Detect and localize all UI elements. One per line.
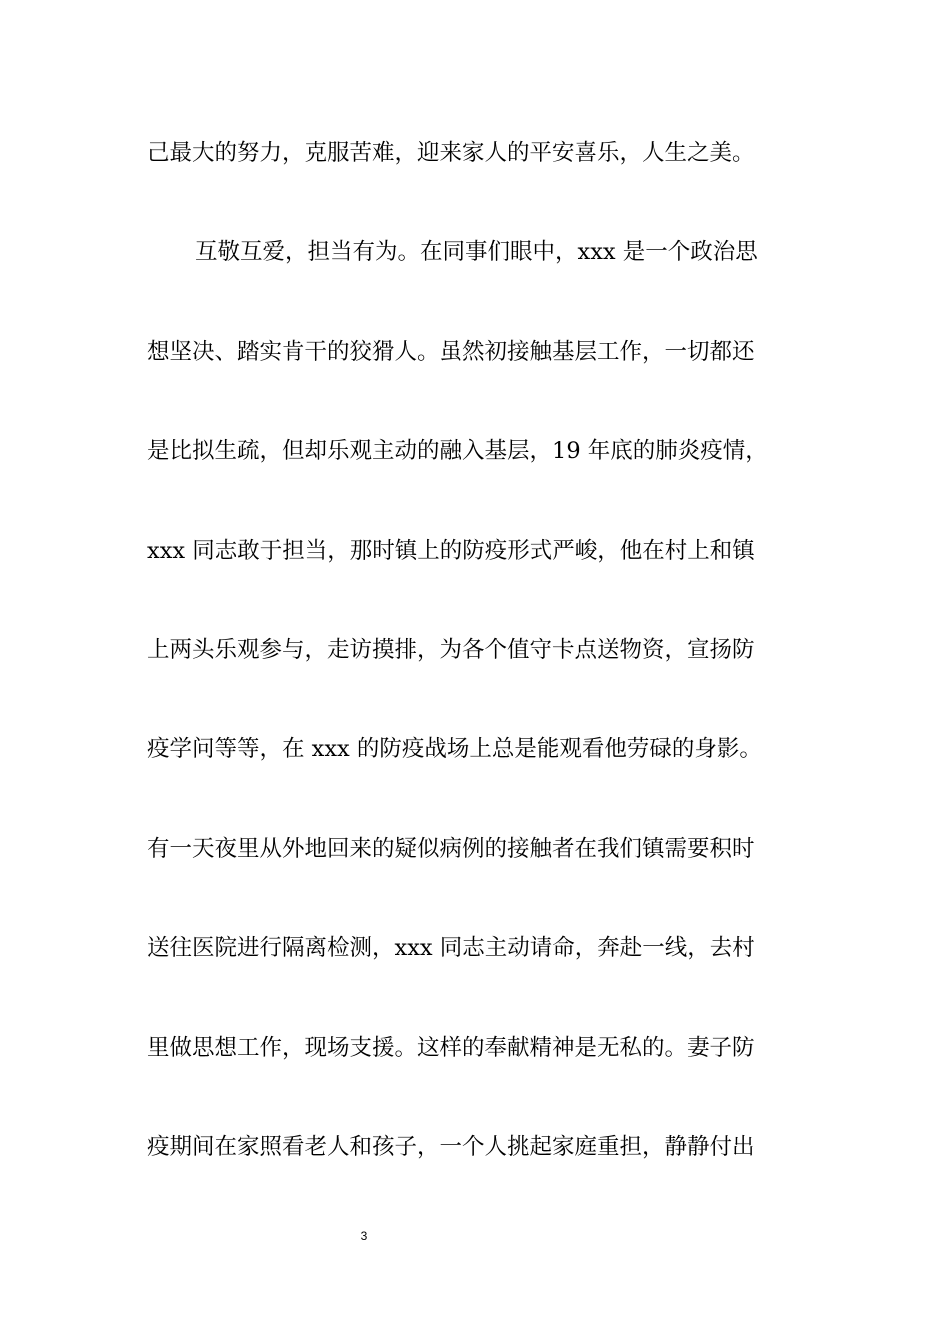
paragraph-line: 互敬互爱，担当有为。在同事们眼中，xxx 是一个政治思 [195,239,758,265]
paragraph-line: 疫期间在家照看老人和孩子，一个人挑起家庭重担，静静付出 [147,1134,755,1160]
paragraph-line: 想坚决、踏实肯干的狡猾人。虽然初接触基层工作，一切都还 [147,339,755,365]
paragraph-line: 送往医院进行隔离检测，xxx 同志主动请命，奔赴一线，去村 [147,935,755,961]
paragraph-line: 己最大的努力，克服苦难，迎来家人的平安喜乐，人生之美。 [147,140,755,166]
paragraph-line: 疫学问等等，在 xxx 的防疫战场上总是能观看他劳碌的身影。 [147,736,762,762]
paragraph-line: 是比拟生疏，但却乐观主动的融入基层，19 年底的肺炎疫情， [147,438,768,464]
paragraph-line: xxx 同志敢于担当，那时镇上的防疫形式严峻，他在村上和镇 [147,538,755,564]
paragraph-line: 里做思想工作，现场支援。这样的奉献精神是无私的。妻子防 [147,1035,755,1061]
page-number: 3 [360,1229,368,1243]
paragraph-line: 有一天夜里从外地回来的疑似病例的接触者在我们镇需要积时 [147,836,755,862]
paragraph-line: 上两头乐观参与，走访摸排，为各个值守卡点送物资，宣扬防 [147,637,755,663]
